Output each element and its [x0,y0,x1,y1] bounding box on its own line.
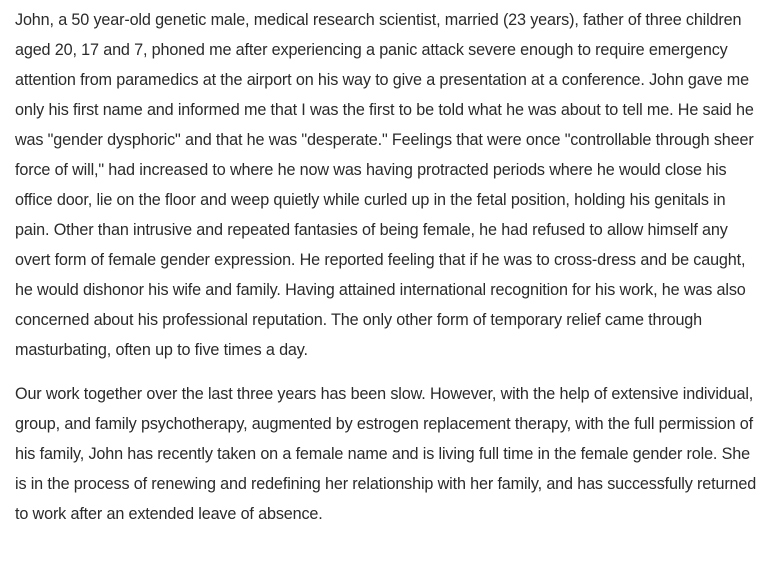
case-paragraph-1: John, a 50 year-old genetic male, medical research scientist, married (23 years), father of three children aged 20, 17 and 7, phoned me after experiencing a panic attack severe enough to require emergency attention from paramedics at the airport on his way to give a presentation at a conference. John gave me only his first name and informed me that I was the first to be told what he was about to tell me. He said he was "gender dysphoric" and that he was "desperate." Feelings that were once "controllable through sheer force of will," had increased to where he now was having protracted periods where he would close his office door, lie on the floor and weep quietly while curled up in the fetal position, holding his genitals in pain. Other than intrusive and repeated fantasies of being female, he had refused to allow himself any overt form of female gender expression. He reported feeling that if he was to cross-dress and be caught, he would dishonor his wife and family. Having attained international recognition for his work, he was also concerned about his professional reputation. The only other form of temporary relief came through masturbating, often up to five times a day. [15,11,754,359]
case-paragraph-2: Our work together over the last three years has been slow. However, with the help of extensive individual, group, and family psychotherapy, augmented by estrogen replacement therapy, with the full permission of his family, John has recently taken on a female name and is living full time in the female gender role. She is in the process of renewing and redefining her relationship with her family, and has successfully returned to work after an extended leave of absence. [15,385,757,523]
